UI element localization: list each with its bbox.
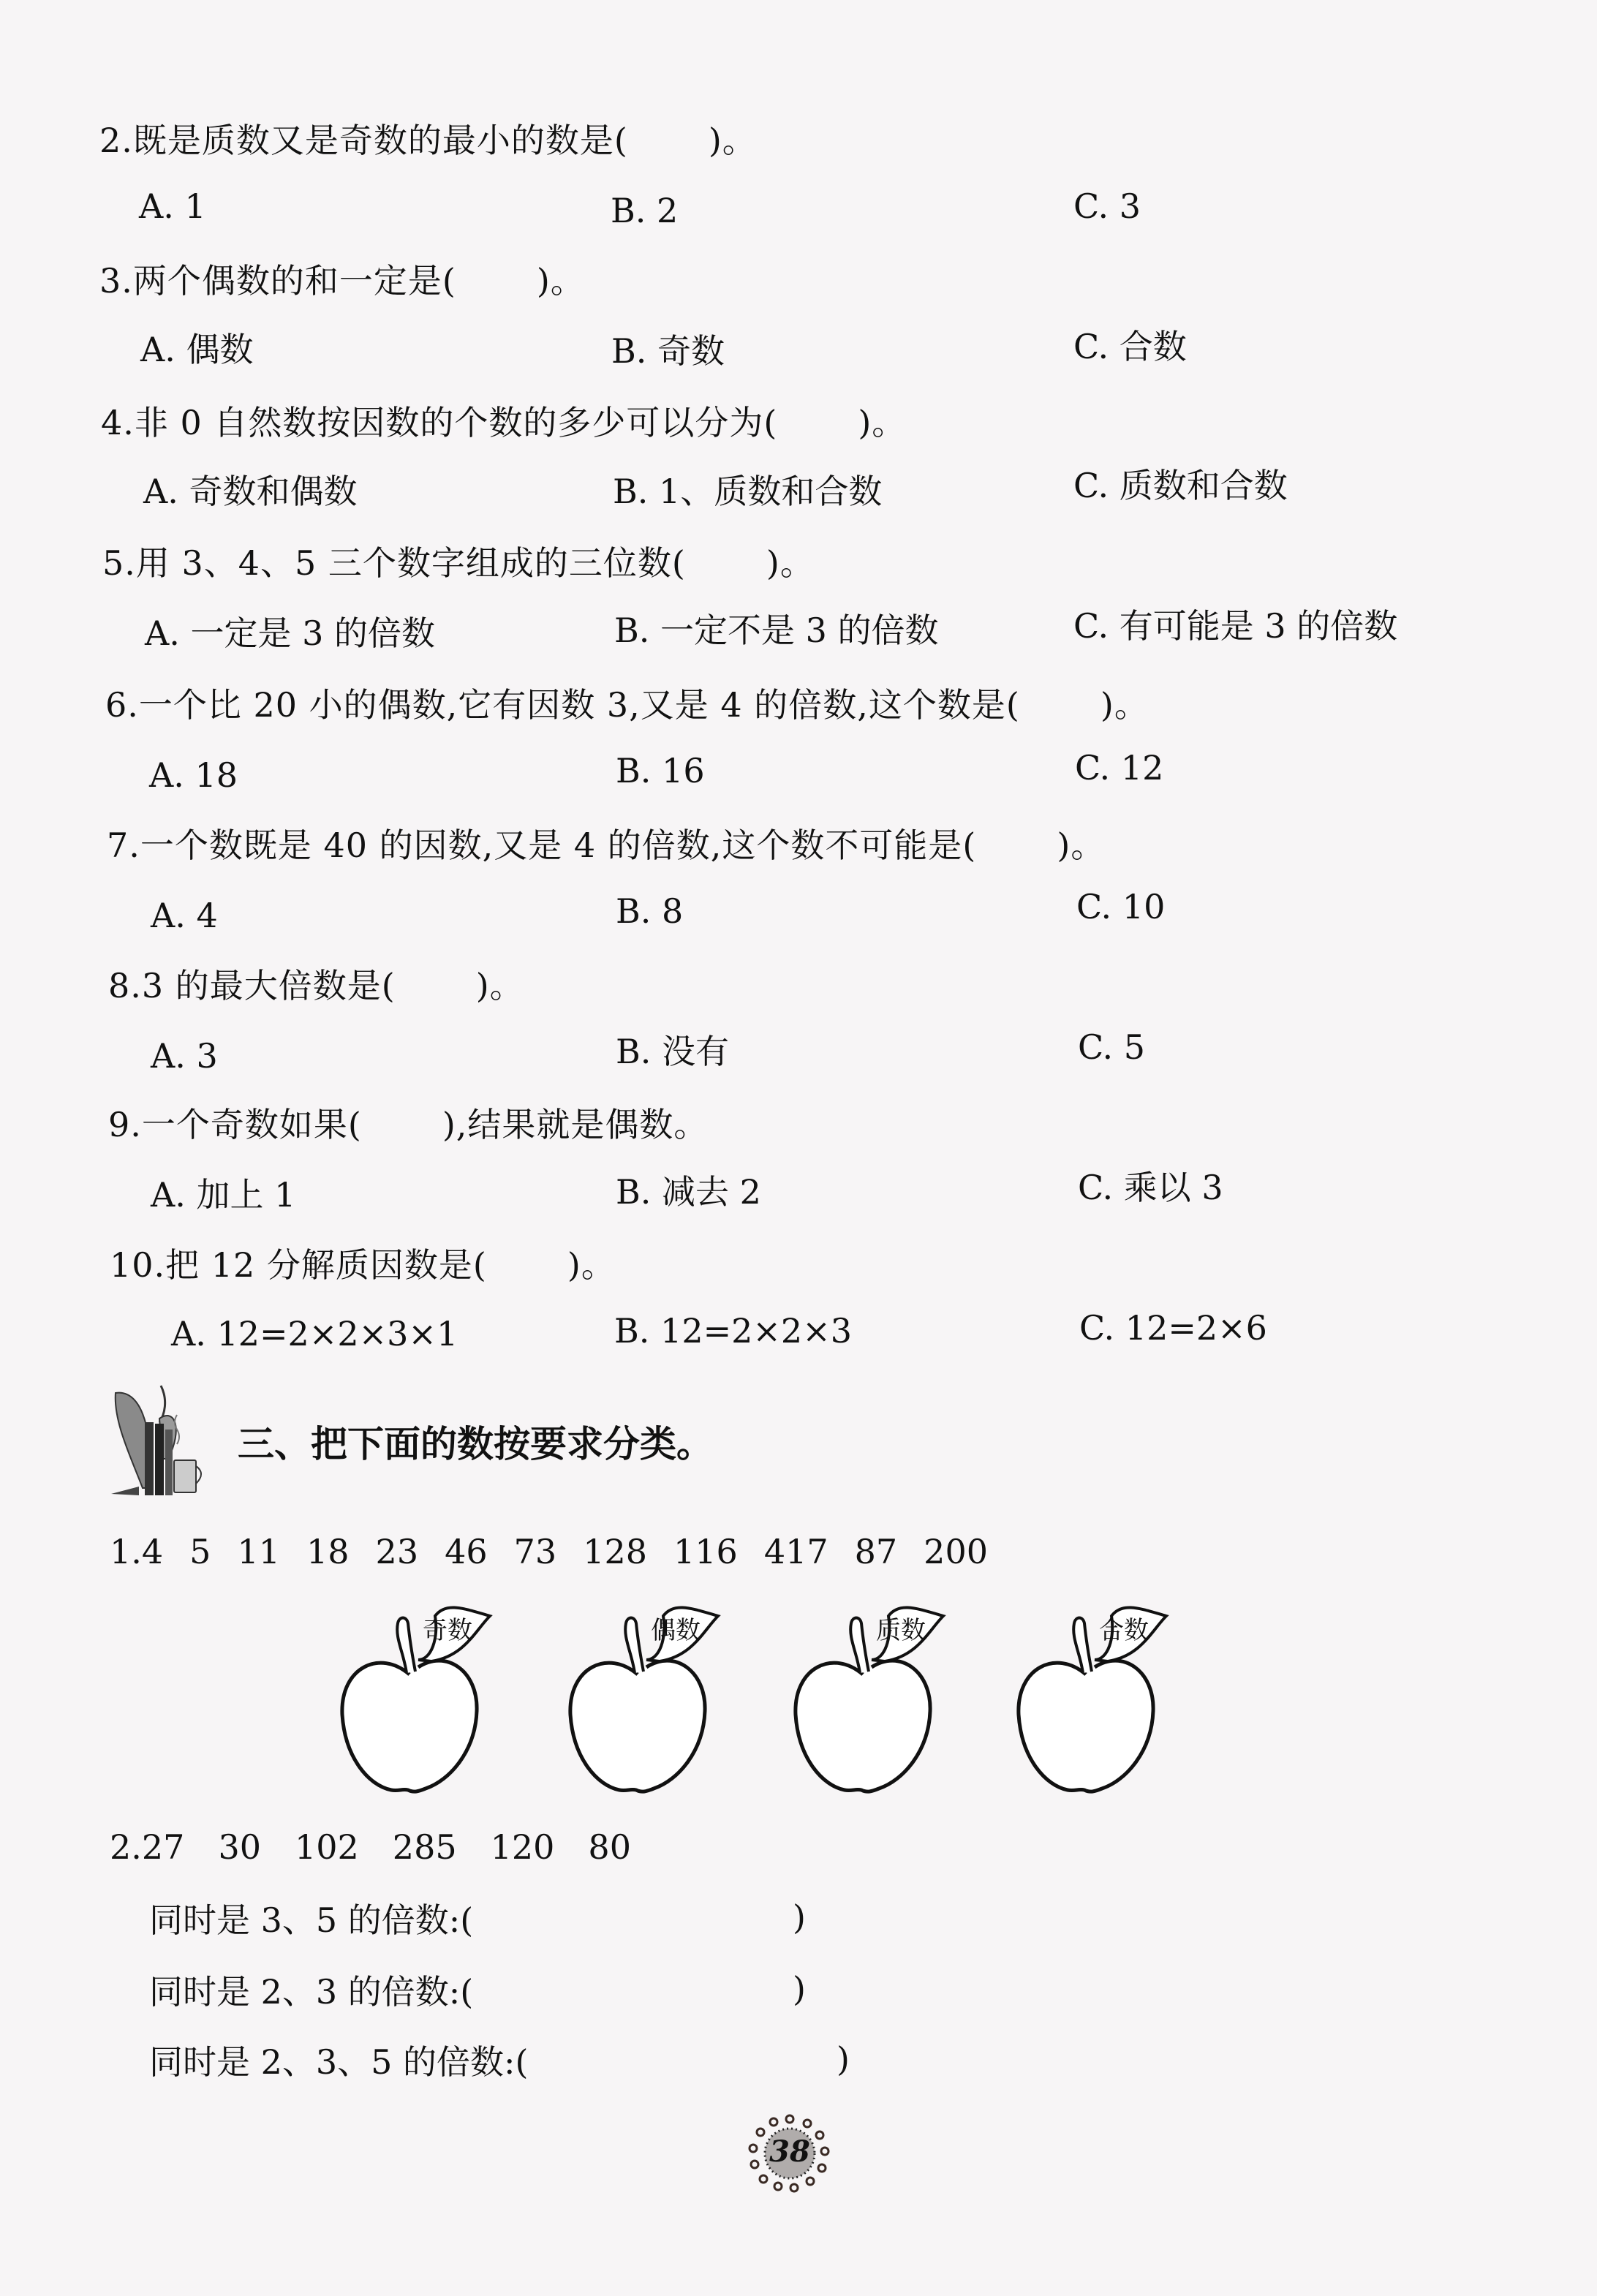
question-stem: 把 12 分解质因数是( bbox=[165, 1245, 487, 1285]
question-stem: 3 的最大倍数是( bbox=[141, 966, 396, 1005]
number-item: 18 bbox=[306, 1532, 350, 1571]
option-c: C. 3 bbox=[1073, 186, 1141, 226]
option-b: B. 16 bbox=[616, 751, 705, 790]
question-7: 7.一个数既是 40 的因数,又是 4 的倍数,这个数不可能是( )。 bbox=[107, 826, 1106, 865]
question-number: 3. bbox=[99, 261, 133, 301]
question-number: 10. bbox=[110, 1245, 166, 1285]
option-b: B. 1、质数和合数 bbox=[613, 472, 883, 511]
option-c: C. 合数 bbox=[1073, 327, 1187, 366]
option-a: A. 3 bbox=[151, 1036, 218, 1076]
number-item: 5 bbox=[189, 1532, 211, 1571]
option-a: A. 1 bbox=[139, 186, 206, 226]
question-stem: 用 3、4、5 三个数字组成的三位数( bbox=[135, 543, 686, 583]
question-6: 6.一个比 20 小的偶数,它有因数 3,又是 4 的倍数,这个数是( )。 bbox=[105, 685, 1149, 725]
number-item: 4 bbox=[141, 1532, 164, 1571]
option-a: A. 4 bbox=[151, 896, 218, 935]
part1-numbers bbox=[110, 1530, 988, 1574]
number-item: 128 bbox=[583, 1532, 647, 1571]
apple-label: 质数 bbox=[876, 1616, 926, 1645]
option-b: B. 没有 bbox=[616, 1032, 730, 1071]
page-number-badge bbox=[746, 2113, 834, 2194]
option-a: A. 12=2×2×3×1 bbox=[171, 1314, 458, 1353]
question-stem: 一个比 20 小的偶数,它有因数 3,又是 4 的倍数,这个数是( bbox=[138, 685, 1020, 725]
fill-line-multiples-2-3: 同时是 2、3 的倍数:( ) bbox=[149, 1967, 822, 2014]
option-c: C. 乘以 3 bbox=[1078, 1168, 1223, 1207]
number-item: 73 bbox=[513, 1532, 557, 1571]
answer-blank[interactable] bbox=[539, 2037, 831, 2074]
number-item: 11 bbox=[237, 1532, 280, 1571]
number-item: 30 bbox=[218, 1827, 261, 1867]
option-a: A. 一定是 3 的倍数 bbox=[145, 613, 435, 653]
option-b: B. 减去 2 bbox=[616, 1172, 761, 1212]
question-3: 3.两个偶数的和一定是( )。 bbox=[99, 261, 585, 301]
books-plant-cup-icon bbox=[110, 1378, 234, 1503]
option-a: A. 偶数 bbox=[140, 330, 254, 369]
option-c: C. 12=2×6 bbox=[1079, 1308, 1267, 1348]
fill-label: 同时是 2、3 的倍数:( bbox=[149, 1972, 474, 2012]
question-number: 7. bbox=[107, 826, 140, 865]
question-number: 2. bbox=[99, 121, 133, 160]
page-number: 38 bbox=[769, 2134, 810, 2169]
number-item: 120 bbox=[490, 1827, 555, 1867]
fill-line-multiples-2-3-5: 同时是 2、3、5 的倍数:( ) bbox=[149, 2037, 866, 2084]
option-b: B. 8 bbox=[616, 891, 684, 931]
question-number: 5. bbox=[102, 543, 136, 583]
question-number: 8. bbox=[108, 966, 142, 1005]
question-number: 9. bbox=[108, 1105, 142, 1144]
answer-blank[interactable] bbox=[484, 1895, 777, 1932]
fill-label: 同时是 3、5 的倍数:( bbox=[149, 1900, 474, 1940]
question-10: 10.把 12 分解质因数是( )。 bbox=[110, 1245, 616, 1285]
option-c: C. 5 bbox=[1078, 1027, 1146, 1067]
apple-label: 奇数 bbox=[423, 1616, 472, 1645]
question-9: 9.一个奇数如果( ),结果就是偶数。 bbox=[108, 1105, 709, 1144]
option-c: C. 10 bbox=[1076, 887, 1166, 926]
part2-numbers bbox=[110, 1825, 631, 1869]
option-a: A. 18 bbox=[149, 755, 238, 795]
option-c: C. 12 bbox=[1075, 748, 1164, 788]
number-item: 27 bbox=[141, 1827, 185, 1867]
section-title: 三、把下面的数按要求分类。 bbox=[238, 1423, 713, 1465]
apple-classification-area bbox=[336, 1594, 1243, 1806]
number-item: 46 bbox=[445, 1532, 488, 1571]
option-b: B. 2 bbox=[611, 191, 679, 230]
option-c: C. 质数和合数 bbox=[1073, 466, 1288, 505]
question-stem: 一个数既是 40 的因数,又是 4 的倍数,这个数不可能是( bbox=[140, 826, 977, 865]
section-3-header bbox=[110, 1378, 841, 1503]
question-number: 6. bbox=[105, 685, 139, 725]
apple-even[interactable] bbox=[565, 1594, 755, 1806]
number-item: 285 bbox=[392, 1827, 457, 1867]
part-prefix: 1. bbox=[110, 1532, 142, 1571]
question-stem: 非 0 自然数按因数的个数的多少可以分为( bbox=[134, 403, 778, 442]
option-a: A. 加上 1 bbox=[151, 1175, 296, 1215]
number-item: 23 bbox=[375, 1532, 419, 1571]
number-item: 87 bbox=[854, 1532, 898, 1571]
answer-blank[interactable] bbox=[484, 1967, 777, 2004]
number-item: 102 bbox=[294, 1827, 359, 1867]
question-stem: 一个奇数如果( bbox=[141, 1105, 362, 1144]
apple-odd[interactable] bbox=[336, 1594, 526, 1806]
apple-prime[interactable] bbox=[790, 1594, 980, 1806]
number-item: 116 bbox=[673, 1532, 738, 1571]
apple-label: 偶数 bbox=[651, 1616, 701, 1645]
option-c: C. 有可能是 3 的倍数 bbox=[1073, 606, 1398, 646]
option-b: B. 12=2×2×3 bbox=[614, 1311, 853, 1351]
part-prefix: 2. bbox=[110, 1827, 142, 1867]
question-number: 4. bbox=[101, 403, 135, 442]
option-a: A. 奇数和偶数 bbox=[143, 472, 358, 511]
question-2: 2.既是质数又是奇数的最小的数是( )。 bbox=[99, 121, 757, 160]
question-8: 8.3 的最大倍数是( )。 bbox=[108, 966, 524, 1005]
question-4: 4.非 0 自然数按因数的个数的多少可以分为( )。 bbox=[101, 403, 907, 442]
number-item: 200 bbox=[924, 1532, 988, 1571]
question-stem: 既是质数又是奇数的最小的数是( bbox=[132, 121, 628, 160]
apple-label: 合数 bbox=[1099, 1616, 1149, 1645]
question-stem: 两个偶数的和一定是( bbox=[132, 261, 456, 301]
fill-line-multiples-3-5: 同时是 3、5 的倍数:( ) bbox=[149, 1895, 822, 1942]
fill-label: 同时是 2、3、5 的倍数:( bbox=[149, 2042, 529, 2082]
apple-composite[interactable] bbox=[1013, 1594, 1203, 1806]
number-item: 417 bbox=[763, 1532, 828, 1571]
option-b: B. 奇数 bbox=[611, 331, 725, 371]
number-item: 80 bbox=[588, 1827, 631, 1867]
option-b: B. 一定不是 3 的倍数 bbox=[614, 611, 939, 650]
question-5: 5.用 3、4、5 三个数字组成的三位数( )。 bbox=[102, 543, 815, 583]
